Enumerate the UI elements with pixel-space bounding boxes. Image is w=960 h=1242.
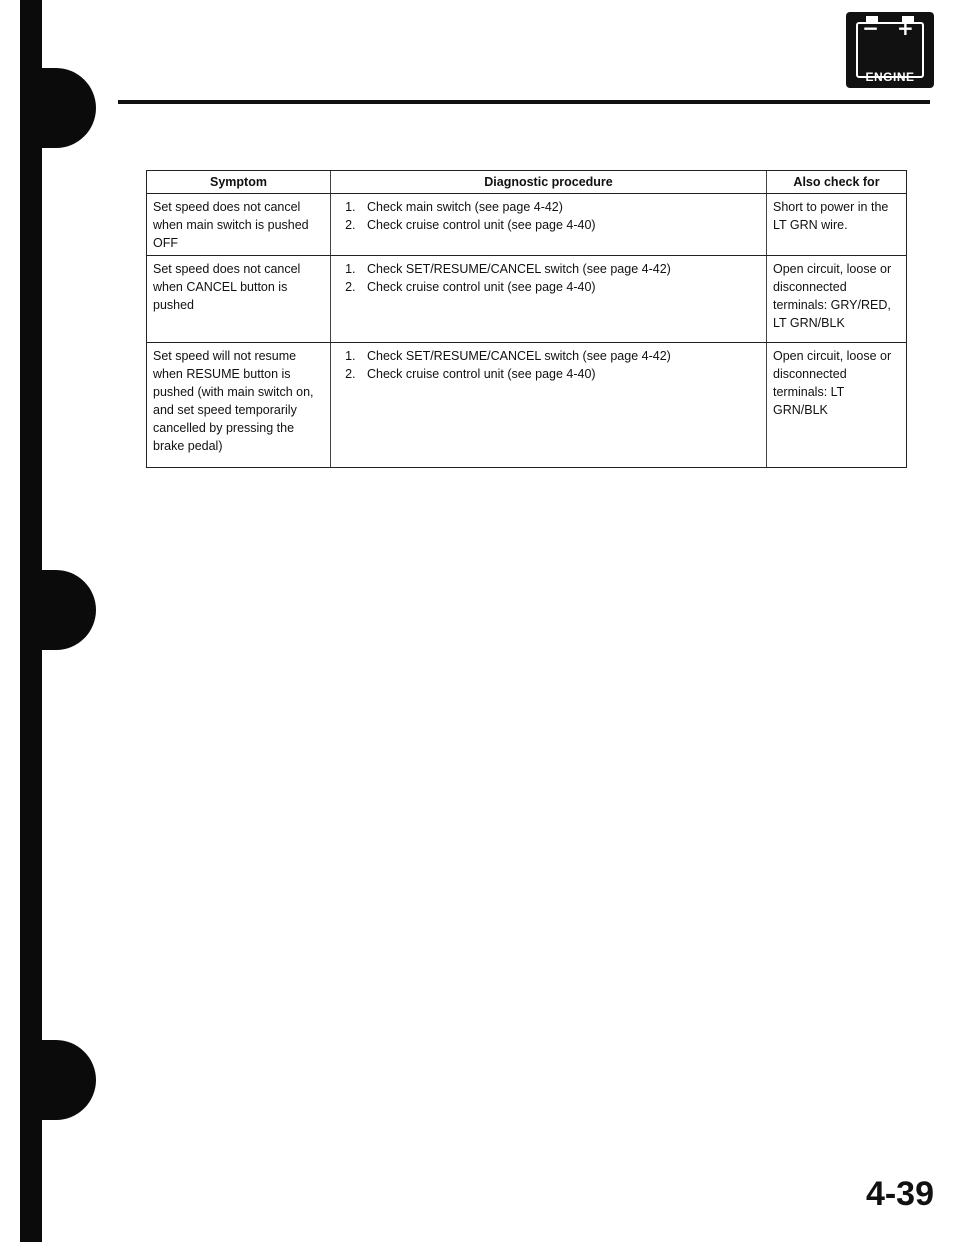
header-symptom: Symptom [147, 171, 331, 194]
minus-sign: − [862, 16, 897, 40]
binding-tab [20, 68, 96, 148]
procedure-steps [337, 198, 760, 234]
binding-tab [20, 570, 96, 650]
table-row [147, 342, 907, 467]
table-row [147, 255, 907, 342]
procedure-cell [331, 342, 767, 467]
procedure-step: 1. Check SET/RESUME/CANCEL switch (see page 4-42) [359, 347, 760, 365]
binding-notch [0, 70, 20, 106]
procedure-step: 1. Check SET/RESUME/CANCEL switch (see page 4-42) [359, 260, 760, 278]
also-check-cell: Short to power in the LT GRN wire. [767, 194, 907, 255]
symptom-cell: Set speed does not cancel when CANCEL button is pushed [147, 255, 331, 342]
engine-label: ENGINE [865, 70, 915, 84]
binding-tab [20, 1040, 96, 1120]
procedure-step: 2. Check cruise control unit (see page 4-40) [359, 278, 760, 296]
also-check-cell: Open circuit, loose or disconnected terminals: GRY/RED, LT GRN/BLK [767, 255, 907, 342]
binding-notch [0, 1060, 20, 1096]
diagnostic-table [146, 170, 907, 468]
battery-signs [846, 16, 934, 40]
table-header-row [147, 171, 907, 194]
page-number: 4-39 [865, 1175, 934, 1213]
table-row [147, 194, 907, 255]
procedure-steps [337, 347, 760, 383]
procedure-steps [337, 260, 760, 296]
symptom-cell: Set speed does not cancel when main switch is pushed OFF [147, 194, 331, 255]
header-also-check-for: Also check for [767, 171, 907, 194]
procedure-step: 1. Check main switch (see page 4-42) [359, 198, 760, 216]
procedure-step: 2. Check cruise control unit (see page 4-40) [359, 365, 760, 383]
plus-sign: + [897, 16, 932, 40]
procedure-cell [331, 194, 767, 255]
also-check-cell: Open circuit, loose or disconnected terminals: LT GRN/BLK [767, 342, 907, 467]
header-diagnostic-procedure: Diagnostic procedure [331, 171, 767, 194]
procedure-cell [331, 255, 767, 342]
engine-battery-icon [846, 12, 934, 88]
binding-notch [0, 590, 20, 626]
header-rule [118, 100, 930, 104]
symptom-cell: Set speed will not resume when RESUME button is pushed (with main switch on, and set speed temporarily cancelled by pressing the brake pedal) [147, 342, 331, 467]
procedure-step: 2. Check cruise control unit (see page 4-40) [359, 216, 760, 234]
